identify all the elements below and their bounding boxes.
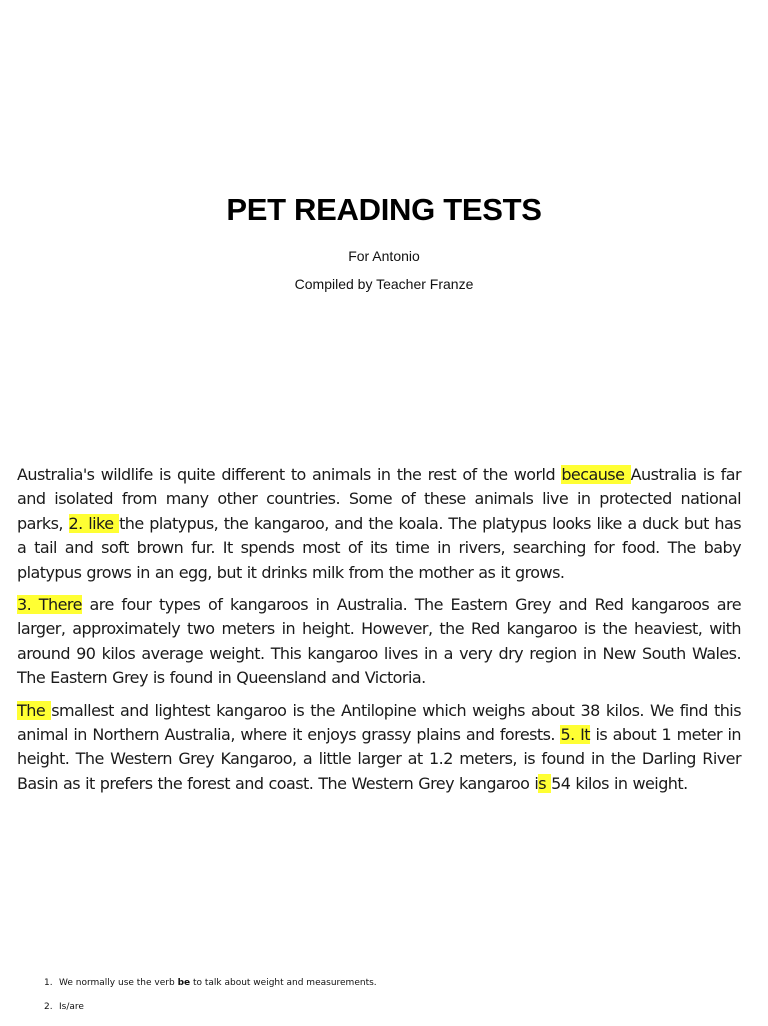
footnote-item	[44, 978, 744, 989]
passage-paragraph-3	[17, 699, 741, 797]
highlighted-answer: 5. It	[560, 725, 590, 745]
footnote-number: 2.	[44, 1002, 53, 1012]
reading-passage	[17, 463, 741, 804]
footnotes	[44, 978, 744, 1026]
highlighted-answer: 3. There	[17, 595, 82, 615]
passage-paragraph-2	[17, 593, 741, 691]
footnote-number: 1.	[44, 978, 53, 988]
passage-text: 54 kilos in weight.	[551, 773, 688, 793]
subtitle-compiler: Compiled by Teacher Franze	[294, 276, 474, 292]
passage-text: Australia is far and isolated from many other countries. Some of these animals live in protected national parks,	[17, 465, 742, 533]
highlighted-answer: 2. like	[68, 513, 120, 533]
passage-text: Australia's wildlife is quite different to animals in the rest of the world	[17, 465, 562, 484]
footnote-text: Is/are	[59, 1002, 84, 1012]
passage-text: smallest and lightest kangaroo is the Antilopine which weighs about 38 kilos. We find this animal in Northern Australia, where it enjoys grassy plains and forests.	[17, 700, 741, 745]
page-title: PET READING TESTS	[226, 192, 542, 227]
subtitle-for: For Antonio	[348, 248, 420, 264]
passage-text: are four types of kangaroos in Australia. The Eastern Grey and Red kangaroos are larger, approximately two meters in height. However, the Red kangaroo is the heaviest, with around 90 kilos average weight. This kangaroo lives in a very dry region in New South Wales. The Eastern Grey is found in Queensland and Victoria.	[17, 595, 741, 688]
highlighted-answer: The	[17, 700, 52, 720]
passage-text: the platypus, the kangaroo, and the koala. The platypus looks like a duck but has a tail and soft brown fur. It spends most of its time in rivers, searching for food. The baby platypus grows in an egg, but it drinks milk from the mother as it grows.	[17, 513, 742, 582]
highlighted-answer: s	[538, 773, 552, 793]
footnote-item	[44, 1002, 744, 1013]
passage-text: is about 1 meter in height. The Western Grey Kangaroo, a little larger at 1.2 meters, is found in the Darling River Basin as it prefers the forest and coast. The Western Grey kangaroo i	[17, 725, 741, 793]
passage-paragraph-1	[17, 463, 741, 585]
footnote-text: to talk about weight and measurements.	[190, 978, 377, 988]
footnote-bold-word: be	[177, 978, 191, 988]
footnote-text: We normally use the verb	[59, 978, 178, 988]
highlighted-answer: because	[561, 465, 631, 484]
